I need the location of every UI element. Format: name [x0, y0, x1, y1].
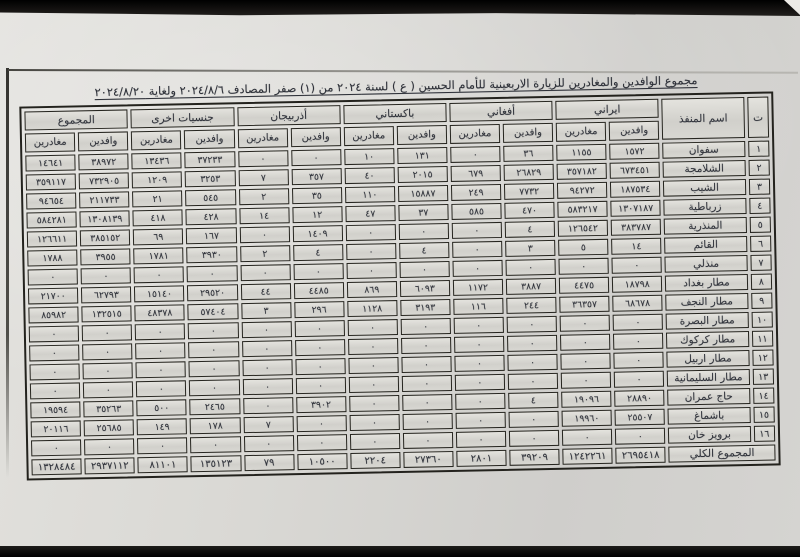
value-cell: ٠	[240, 264, 290, 281]
value-cell: ٠	[452, 260, 502, 277]
value-cell: ٢	[240, 245, 290, 262]
value-cell: ٣٥٧	[291, 168, 341, 185]
value-cell: ٠	[293, 263, 343, 280]
value-cell: ٢٤٤	[506, 297, 556, 314]
value-cell: ٠	[30, 382, 81, 399]
value-cell: ٤	[508, 392, 558, 409]
value-cell: ٠	[612, 257, 662, 274]
value-cell: ٠	[507, 335, 557, 352]
value-cell: ٦٨٦٧٨	[612, 295, 662, 312]
value-cell: ٣٦٣٥٧	[559, 296, 609, 313]
value-cell: ٠	[241, 321, 291, 338]
value-cell: ٨٦٩	[347, 281, 397, 298]
value-cell: ٩٤٦٥٤	[26, 192, 77, 209]
header-group-other-nationalities: جنسيات اخرى	[131, 107, 235, 128]
value-cell: ٠	[349, 395, 399, 412]
value-cell: ١٨٧٩٨	[612, 276, 662, 293]
header-group-azerbaijani: أذربيجان	[237, 105, 341, 126]
value-cell: ٣٨٣٧٨٧	[611, 219, 661, 236]
value-cell: ١٥٨٨٧	[398, 185, 448, 202]
value-cell: ١١٠	[345, 186, 395, 203]
value-cell: ١٤٦٤١	[25, 154, 76, 171]
value-cell: ٠	[561, 372, 611, 389]
grand-total-value-cell: ١٣٥١٢٣	[191, 455, 241, 472]
row-number-cell: ١٠	[751, 312, 773, 328]
value-cell: ٢٦٨٢٩	[504, 164, 554, 181]
row-number-cell: ٦	[750, 236, 772, 252]
value-cell: ٠	[29, 363, 80, 380]
value-cell: ٣٩٥٥	[80, 248, 130, 265]
grand-total-value-cell: ٣٩٢٠٩	[509, 449, 559, 466]
value-cell: ٠	[81, 267, 131, 284]
row-number-cell: ٧	[750, 255, 772, 271]
value-cell: ١٩٠٩٦	[561, 391, 611, 408]
value-cell: ٤١٨	[133, 209, 183, 226]
row-number-cell: ١٦	[754, 425, 776, 441]
scan-edge-top	[0, 0, 800, 16]
header-group-iranian: ايراني	[555, 99, 659, 120]
report-title: مجموع الوافدين والمغادرين للزيارة الاربعينية للأمام الحسين ( ع ) لسنة ٢٠٢٤ من (١) صفر المصادف ٢٠٢٤/٨/٦ ولغاية ٢٠٢٤/٨/٢٠	[94, 72, 698, 100]
value-cell: ١٢	[292, 206, 342, 223]
value-cell: ٤	[505, 221, 555, 238]
value-cell: ٧	[243, 416, 293, 433]
grand-total-value-cell: ٢٩٣٧١١٢	[85, 457, 135, 474]
value-cell: ٠	[350, 433, 400, 450]
value-cell: ٤	[293, 244, 343, 261]
value-cell: ٠	[401, 356, 451, 373]
value-cell: ٥	[558, 239, 608, 256]
row-number-cell: ١٤	[753, 388, 775, 404]
value-cell: ٠	[187, 265, 237, 282]
value-cell: ٠	[455, 374, 505, 391]
subheader-arrivals: وافدين	[397, 125, 447, 145]
value-cell: ٤٤٧٥	[559, 277, 609, 294]
value-cell: ٠	[242, 378, 292, 395]
value-cell: ٢٤٩	[451, 184, 501, 201]
value-cell: ٠	[295, 377, 345, 394]
value-cell: ٥٨٥	[451, 203, 501, 220]
value-cell: ٠	[507, 354, 557, 371]
value-cell: ٧	[238, 169, 288, 186]
value-cell: ٠	[452, 222, 502, 239]
value-cell: ٠	[348, 338, 398, 355]
row-number-cell: ٥	[749, 217, 771, 233]
value-cell: ٠	[614, 371, 664, 388]
crossing-name-cell: مطار النجف	[665, 293, 748, 311]
value-cell: ٠	[615, 428, 665, 445]
crossing-name-cell: المنذرية	[664, 217, 747, 235]
crossing-name-cell: الشلامجة	[663, 160, 746, 178]
value-cell: ٠	[189, 360, 239, 377]
crossing-name-cell: الشيب	[663, 179, 746, 197]
value-cell: ٠	[402, 394, 452, 411]
value-cell: ٢٠١٥	[397, 166, 447, 183]
value-cell: ٠	[560, 315, 610, 332]
value-cell: ٠	[348, 357, 398, 374]
value-cell: ٠	[189, 379, 239, 396]
subheader-departures: مغادرين	[556, 122, 606, 142]
value-cell: ١٣٤٣٦	[132, 152, 182, 169]
value-cell: ٣٦	[503, 145, 553, 162]
value-cell: ٠	[560, 334, 610, 351]
value-cell: ٠	[559, 258, 609, 275]
value-cell: ١٣١	[397, 147, 447, 164]
crossing-name-cell: القائم	[664, 236, 747, 254]
value-cell: ١٤٩	[137, 418, 187, 435]
value-cell: ٢	[239, 188, 289, 205]
value-cell: ٠	[400, 318, 450, 335]
subheader-departures: مغادرين	[343, 126, 393, 146]
row-number-cell: ٤	[749, 198, 771, 214]
value-cell: ٠	[454, 336, 504, 353]
grand-total-value-cell: ٧٩	[244, 454, 294, 471]
value-cell: ٠	[83, 362, 133, 379]
value-cell: ٣٥	[292, 187, 342, 204]
value-cell: ٢٨٨٩٠	[614, 390, 664, 407]
value-cell: ١٩٥٩٤	[30, 401, 81, 418]
value-cell: ١١٦	[453, 298, 503, 315]
value-cell: ٠	[294, 320, 344, 337]
value-cell: ٠	[402, 413, 452, 430]
value-cell: ٣٧٢٣٣	[185, 151, 235, 168]
value-cell: ٢٠١١٦	[31, 420, 82, 437]
value-cell: ٢١	[132, 190, 182, 207]
crossing-name-cell: مطار البصرة	[666, 312, 749, 330]
value-cell: ٠	[239, 226, 289, 243]
value-cell: ٦٢٧٩٣	[81, 286, 131, 303]
value-cell: ٠	[346, 243, 396, 260]
value-cell: ٣	[505, 240, 555, 257]
value-cell: ٠	[562, 429, 612, 446]
value-cell: ٠	[135, 342, 185, 359]
row-number-cell: ١٣	[752, 369, 774, 385]
value-cell: ٠	[295, 339, 345, 356]
value-cell: ٠	[291, 149, 341, 166]
value-cell: ٢٥٦٨٥	[84, 419, 134, 436]
value-cell: ١٧٨١	[133, 247, 183, 264]
value-cell: ١١٢٨	[347, 300, 397, 317]
grand-total-value-cell: ١٢٤٢٢٦١	[562, 448, 612, 465]
subheader-arrivals: وافدين	[78, 131, 128, 151]
value-cell: ٣٢٥٣	[185, 170, 235, 187]
value-cell: ٠	[84, 438, 134, 455]
value-cell: ٢٩٥٢٠	[187, 284, 237, 301]
crossing-name-cell: حاج عمران	[667, 388, 750, 406]
value-cell: ١٨٧٥٣٤	[610, 181, 660, 198]
value-cell: ٠	[399, 223, 449, 240]
value-cell: ٠	[242, 359, 292, 376]
row-number-cell: ١٥	[753, 406, 775, 422]
value-cell: ٠	[83, 381, 133, 398]
value-cell: ٠	[242, 340, 292, 357]
value-cell: ٠	[190, 436, 240, 453]
header-group-total: المجموع	[24, 109, 128, 130]
value-cell: ٩٤٢٧٢	[557, 182, 607, 199]
value-cell: ٠	[560, 353, 610, 370]
value-cell: ١١٧٢	[453, 279, 503, 296]
table-body	[25, 141, 775, 476]
value-cell: ٤٤٨٥	[294, 282, 344, 299]
value-cell: ٠	[455, 412, 505, 429]
crossing-name-cell: سفوان	[662, 141, 745, 159]
crossing-name-cell: مطار اربيل	[667, 350, 750, 368]
value-cell: ٠	[508, 373, 558, 390]
value-cell: ٠	[295, 358, 345, 375]
value-cell: ١٩٩٦٠	[562, 410, 612, 427]
header-group-afghan: أفغاني	[449, 101, 553, 122]
grand-total-value-cell: ١٣٢٨٤٨٤	[31, 458, 82, 475]
value-cell: ٣٩٠٢	[296, 396, 346, 413]
value-cell: ٣٥٩١١٧	[26, 173, 77, 190]
value-cell: ٠	[452, 241, 502, 258]
value-cell: ٠	[243, 397, 293, 414]
value-cell: ١٧٨٨	[27, 249, 78, 266]
value-cell: ٠	[82, 343, 132, 360]
grand-total-value-cell: ٢٦٩٥٤١٨	[615, 447, 665, 464]
value-cell: ١٥١٤٠	[134, 285, 184, 302]
value-cell: ١١٥٥	[556, 144, 606, 161]
value-cell: ٠	[28, 268, 79, 285]
value-cell: ٠	[136, 361, 186, 378]
value-cell: ٠	[614, 352, 664, 369]
value-cell: ٠	[137, 437, 187, 454]
value-cell: ٢١١٧٣٣	[79, 191, 129, 208]
value-cell: ٤٨٣٧٨	[135, 304, 185, 321]
scan-edge-bottom	[0, 546, 800, 557]
crossing-name-cell: برويز خان	[668, 426, 751, 444]
value-cell: ٠	[135, 323, 185, 340]
value-cell: ٠	[454, 355, 504, 372]
row-number-cell: ٩	[751, 293, 773, 309]
value-cell: ٥٨٤٢٨١	[26, 211, 77, 228]
crossing-name-cell: مطار السليمانية	[667, 369, 750, 387]
value-cell: ٣١٩٣	[400, 299, 450, 316]
value-cell: ٢١٧٠٠	[28, 287, 79, 304]
grand-total-value-cell: ٢٨٠١	[456, 450, 506, 467]
value-cell: ٠	[450, 146, 500, 163]
value-cell: ٠	[188, 322, 238, 339]
row-number-cell: ٣	[749, 179, 771, 195]
value-cell: ٠	[505, 259, 555, 276]
subheader-departures: مغادرين	[25, 132, 76, 152]
value-cell: ٠	[29, 344, 80, 361]
row-number-cell: ١١	[752, 331, 774, 347]
value-cell: ٠	[188, 341, 238, 358]
document-content	[19, 71, 781, 480]
value-cell: ٥٧٤٠٤	[188, 303, 238, 320]
value-cell: ٠	[238, 150, 288, 167]
header-crossing-name: اسم المنفذ	[662, 97, 745, 140]
crossing-name-cell: زرباطية	[664, 198, 747, 216]
subheader-departures: مغادرين	[131, 130, 181, 150]
value-cell: ٤٢٨	[186, 208, 236, 225]
subheader-arrivals: وافدين	[503, 123, 553, 143]
grand-total-value-cell: ٨١١٠١	[138, 456, 188, 473]
value-cell: ٠	[346, 262, 396, 279]
value-cell: ١٧٨	[190, 417, 240, 434]
value-cell: ٣	[241, 302, 291, 319]
value-cell: ٠	[399, 261, 449, 278]
row-number-cell: ١٢	[752, 350, 774, 366]
grand-total-value-cell: ١٠٥٠٠	[297, 453, 347, 470]
value-cell: ٠	[455, 393, 505, 410]
value-cell: ٠	[29, 325, 80, 342]
value-cell: ٤٧٠	[504, 202, 554, 219]
value-cell: ١٢٦٦١١	[27, 230, 78, 247]
value-cell: ٤٤	[240, 283, 290, 300]
value-cell: ٠	[348, 376, 398, 393]
value-cell: ٣٥٢٦٣	[83, 400, 133, 417]
value-cell: ٠	[82, 324, 132, 341]
grand-total-value-cell: ٢٢٠٤	[350, 452, 400, 469]
value-cell: ٠	[349, 414, 399, 431]
crossing-name-cell: منذلي	[665, 255, 748, 273]
value-cell: ٤	[399, 242, 449, 259]
value-cell: ٧٣٢٩٠٥	[79, 172, 129, 189]
value-cell: ٢٥٥٠٧	[615, 409, 665, 426]
value-cell: ١٣٢٥١٥	[82, 305, 132, 322]
value-cell: ٠	[345, 224, 395, 241]
value-cell: ١٣٠٧١٨٧	[610, 200, 660, 217]
value-cell: ١٤	[611, 238, 661, 255]
value-cell: ٦٧٩	[450, 165, 500, 182]
value-cell: ٣٨٩٧٢	[79, 153, 129, 170]
value-cell: ٠	[297, 434, 347, 451]
value-cell: ١٢٠٩	[132, 171, 182, 188]
value-cell: ٠	[296, 415, 346, 432]
subheader-departures: مغادرين	[450, 124, 500, 144]
value-cell: ٠	[402, 375, 452, 392]
subheader-arrivals: وافدين	[290, 127, 340, 147]
value-cell: ٣٩٣٠	[187, 246, 237, 263]
value-cell: ٠	[136, 380, 186, 397]
crossing-name-cell: مطار كركوك	[666, 331, 749, 349]
value-cell: ٧٧٣٢	[504, 183, 554, 200]
paper-sheet	[0, 11, 800, 548]
value-cell: ٠	[454, 317, 504, 334]
value-cell: ٠	[509, 411, 559, 428]
value-cell: ١٠	[344, 148, 394, 165]
subheader-arrivals: وافدين	[184, 129, 234, 149]
value-cell: ٥٤٥	[185, 189, 235, 206]
value-cell: ٣٥٧١٨٢	[557, 163, 607, 180]
value-cell: ١٢٦٥٤٢	[558, 220, 608, 237]
value-cell: ٣٧	[398, 204, 448, 221]
value-cell: ٨٥٩٨٢	[28, 306, 79, 323]
arrivals-departures-table	[19, 91, 780, 480]
value-cell: ٠	[613, 333, 663, 350]
value-cell: ٤٧	[345, 205, 395, 222]
value-cell: ٠	[243, 435, 293, 452]
value-cell: ٠	[507, 316, 557, 333]
value-cell: ٥٠٠	[137, 399, 187, 416]
header-group-pakistani: باكستاني	[343, 103, 447, 124]
value-cell: ٠	[403, 432, 453, 449]
value-cell: ٣٨٥١٥٢	[80, 229, 130, 246]
value-cell: ٦٠٩٣	[400, 280, 450, 297]
value-cell: ٠	[134, 266, 184, 283]
value-cell: ٠	[509, 430, 559, 447]
value-cell: ٠	[347, 319, 397, 336]
grand-total-value-cell: ٢٧٣٦٠	[403, 451, 453, 468]
value-cell: ٦٩	[133, 228, 183, 245]
value-cell: ٠	[456, 431, 506, 448]
value-cell: ٠	[401, 337, 451, 354]
subheader-departures: مغادرين	[237, 128, 287, 148]
crossing-name-cell: باشماغ	[668, 407, 751, 425]
value-cell: ١٦٧	[186, 227, 236, 244]
crossing-name-cell: مطار بغداد	[665, 274, 748, 292]
value-cell: ٠	[613, 314, 663, 331]
value-cell: ٥٨٣٢١٧	[557, 201, 607, 218]
value-cell: ١٤	[239, 207, 289, 224]
value-cell: ٤٠	[344, 167, 394, 184]
header-index: ت	[747, 97, 769, 138]
grand-total-label-cell: المجموع الكلي	[669, 444, 776, 462]
subheader-arrivals: وافدين	[609, 121, 659, 141]
row-number-cell: ١	[748, 141, 770, 157]
value-cell: ١٣٠٨١٣٩	[80, 210, 130, 227]
row-number-cell: ٨	[751, 274, 773, 290]
row-number-cell: ٢	[748, 160, 770, 176]
value-cell: ٣٨٨٧	[506, 278, 556, 295]
photocopy-edge-vertical	[6, 68, 9, 478]
value-cell: ٦٧٣٤٥١	[610, 162, 660, 179]
value-cell: ١٤٠٩	[292, 225, 342, 242]
value-cell: ٢٩٦	[294, 301, 344, 318]
value-cell: ٠	[31, 439, 82, 456]
value-cell: ٢٤٦٥	[190, 398, 240, 415]
value-cell: ١٥٧٢	[609, 143, 659, 160]
